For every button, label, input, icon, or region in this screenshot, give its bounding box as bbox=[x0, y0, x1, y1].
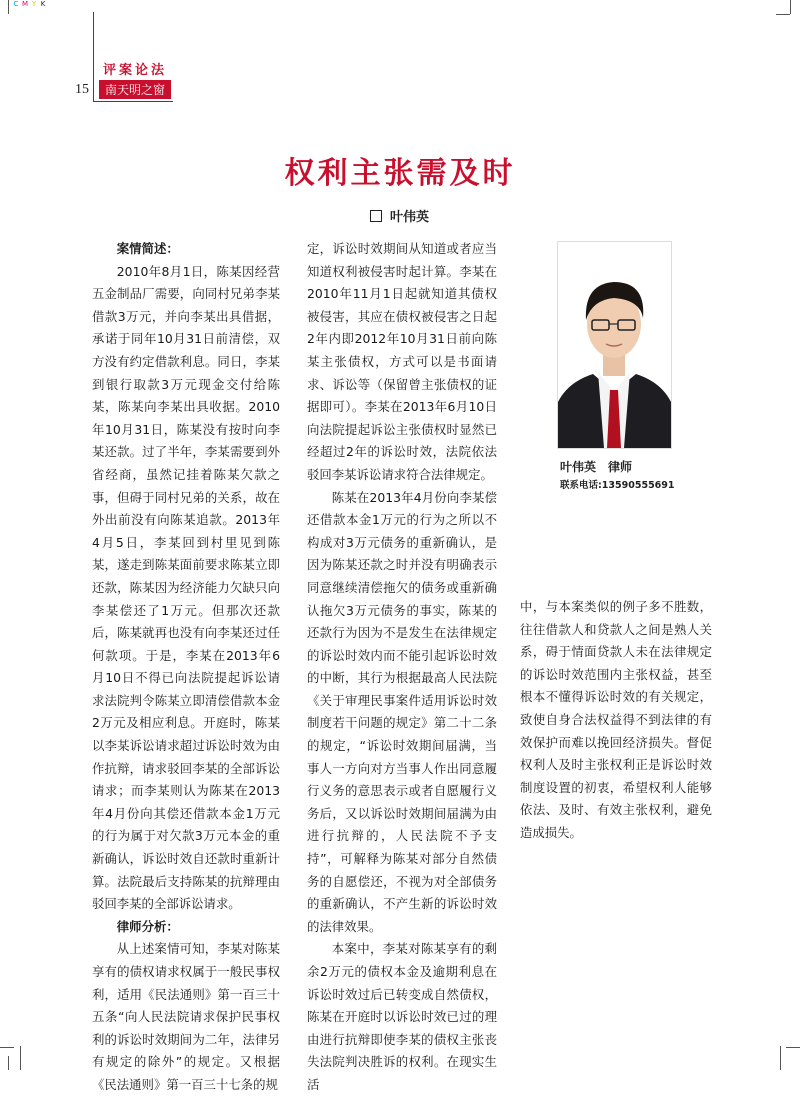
header-vertical-rule bbox=[93, 12, 94, 102]
page-number: 15 bbox=[75, 82, 89, 97]
portrait-illustration bbox=[558, 242, 671, 448]
cmyk-m: M bbox=[21, 0, 30, 8]
section-title: 评案论法 bbox=[103, 63, 168, 78]
paragraph-lawyer-analysis: 从上述案情可知，李某对陈某享有的债权请求权属于一般民事权利，适用《民法通则》第一百三十五条“向人民法院请求保护民事权利的诉讼时效期间为二年，法律另有规定的除外”的规定。又根据《民法通则》第一百三十七条的规 bbox=[92, 941, 280, 1092]
crop-mark-bottom-mid bbox=[8, 1056, 9, 1070]
article-title: 权利主张需及时 bbox=[284, 156, 516, 191]
cmyk-c: C bbox=[13, 0, 20, 8]
column-label: 南天明之窗 bbox=[99, 80, 171, 99]
body-column-2 bbox=[307, 238, 497, 1097]
lawyer-phone-caption: 联系电话:13590555691 bbox=[560, 480, 675, 491]
paragraph-closing: 中，与本案类似的例子多不胜数，往往借款人和贷款人之间是熟人关系，碍于情面贷款人未在法律规定的诉讼时效范围内主张权益，甚至根本不懂得诉讼时效的有关规定，致使自身合法权益得不到法律的有效保护而难以挽回经济损失。督促权利人及时主张权利正是诉讼时效制度设置的初衷，希望权利人能够依法、及时、有效主张权利，避免造成损失。 bbox=[520, 599, 712, 840]
lawyer-portrait-photo bbox=[557, 241, 672, 449]
author-box-icon bbox=[370, 210, 382, 222]
paragraph-repayment-analysis: 陈某在2013年4月份向李某偿还借款本金1万元的行为之所以不构成对3万元债务的重新确认，是因为陈某还款之时并没有明确表示同意继续清偿拖欠的债务或重新确认拖欠3万元债务的事实，陈某的还款行为因为不是发生在法律规定的诉讼时效内而不能引起诉讼时效的中断，其行为根据最高人民法院《关于审理民事案件适用诉讼时效制度若干问题的规定》第二十二条的规定，“诉讼时效期间届满，当事人一方向对方当事人作出同意履行义务的意思表示或者自愿履行义务后，又以诉讼时效期间届满为由进行抗辩的，人民法院不予支持”，可解释为陈某对部分自然债务的自愿偿还，不视为对全部债务的重新确认，不产生新的诉讼时效的法律效果。 bbox=[307, 489, 497, 934]
heading-case-summary: 案情简述： bbox=[116, 241, 179, 256]
crop-mark-bottom-right-v bbox=[780, 1046, 781, 1070]
paragraph-continued: 定，诉讼时效期间从知道或者应当知道权利被侵害时起计算。李某在2010年11月1日起就知道其债权被侵害，其应在债权被侵害之日起2年内即2012年10月31日前向陈某主张债权，方式可以是书面请求、诉讼等（保留曾主张债权的证据即可）。李某在2013年6月10日向法院提起诉讼主张债权时显然已经超过2年的诉讼时效，法院依法驳回李某诉讼请求符合法律规定。 bbox=[307, 241, 497, 482]
crop-mark-bottom-left-h bbox=[0, 1047, 14, 1048]
crop-mark-top-right-h bbox=[776, 14, 790, 15]
paragraph-case-summary: 2010年8月1日，陈某因经营五金制品厂需要，向同村兄弟李某借款3万元，并向李某出具借据，承诺于同年10月31日前清偿，双方没有约定借款利息。同日，李某到银行取款3万元现金交付给陈某，陈某向李某出具收据。2010年10月31日，陈某没有按时向李某还款。过了半年，李某需要到外省经商，虽然记挂着陈某欠款之事，但碍于同村兄弟的关系，故在外出前没有向陈某追款。2013年4月5日，李某回到村里见到陈某，遂走到陈某面前要求陈某立即还款，陈某因为经济能力欠缺只向李某偿还了1万元。但那次还款后，陈某就再也没有向李某还过任何款项。于是，李某在2013年6月10日不得已向法院提起诉讼请求法院判令陈某立即清偿借款本金2万元及相应利息。开庭时，陈某以李某诉讼请求超过诉讼时效为由作抗辩，请求驳回李某的全部诉讼请求；而李某则认为陈某在2013年4月份向其偿还借款本金1万元的行为属于对欠款3万元本金的重新确认，诉讼时效自还款时重新计算。法院最后支持陈某的抗辩理由驳回李某的全部诉讼请求。 bbox=[92, 263, 280, 912]
article-author bbox=[370, 206, 429, 225]
lawyer-name-caption: 叶伟英 律师 bbox=[560, 460, 633, 474]
crop-mark-top-right-v bbox=[790, 0, 791, 14]
body-column-1 bbox=[92, 238, 280, 1097]
cmyk-k: K bbox=[40, 0, 47, 8]
crop-mark-bottom-left-v bbox=[20, 1046, 21, 1070]
cmyk-registration-strip bbox=[12, 0, 48, 9]
cmyk-y: Y bbox=[31, 0, 38, 8]
body-column-3 bbox=[520, 596, 712, 845]
heading-lawyer-analysis: 律师分析： bbox=[116, 918, 179, 934]
author-name: 叶伟英 bbox=[390, 210, 430, 225]
paragraph-conclusion-start: 本案中，李某对陈某享有的剩余2万元的债权本金及逾期利息在诉讼时效过后已转变成自然债权，陈某在开庭时以诉讼时效已过的理由进行抗辩即使李某的债权主张丧失法院判决胜诉的权利。在现实生活 bbox=[307, 941, 497, 1092]
header-horizontal-rule bbox=[93, 101, 173, 102]
crop-mark-bottom-right-h bbox=[786, 1047, 800, 1048]
crop-mark-top-left bbox=[8, 0, 9, 14]
